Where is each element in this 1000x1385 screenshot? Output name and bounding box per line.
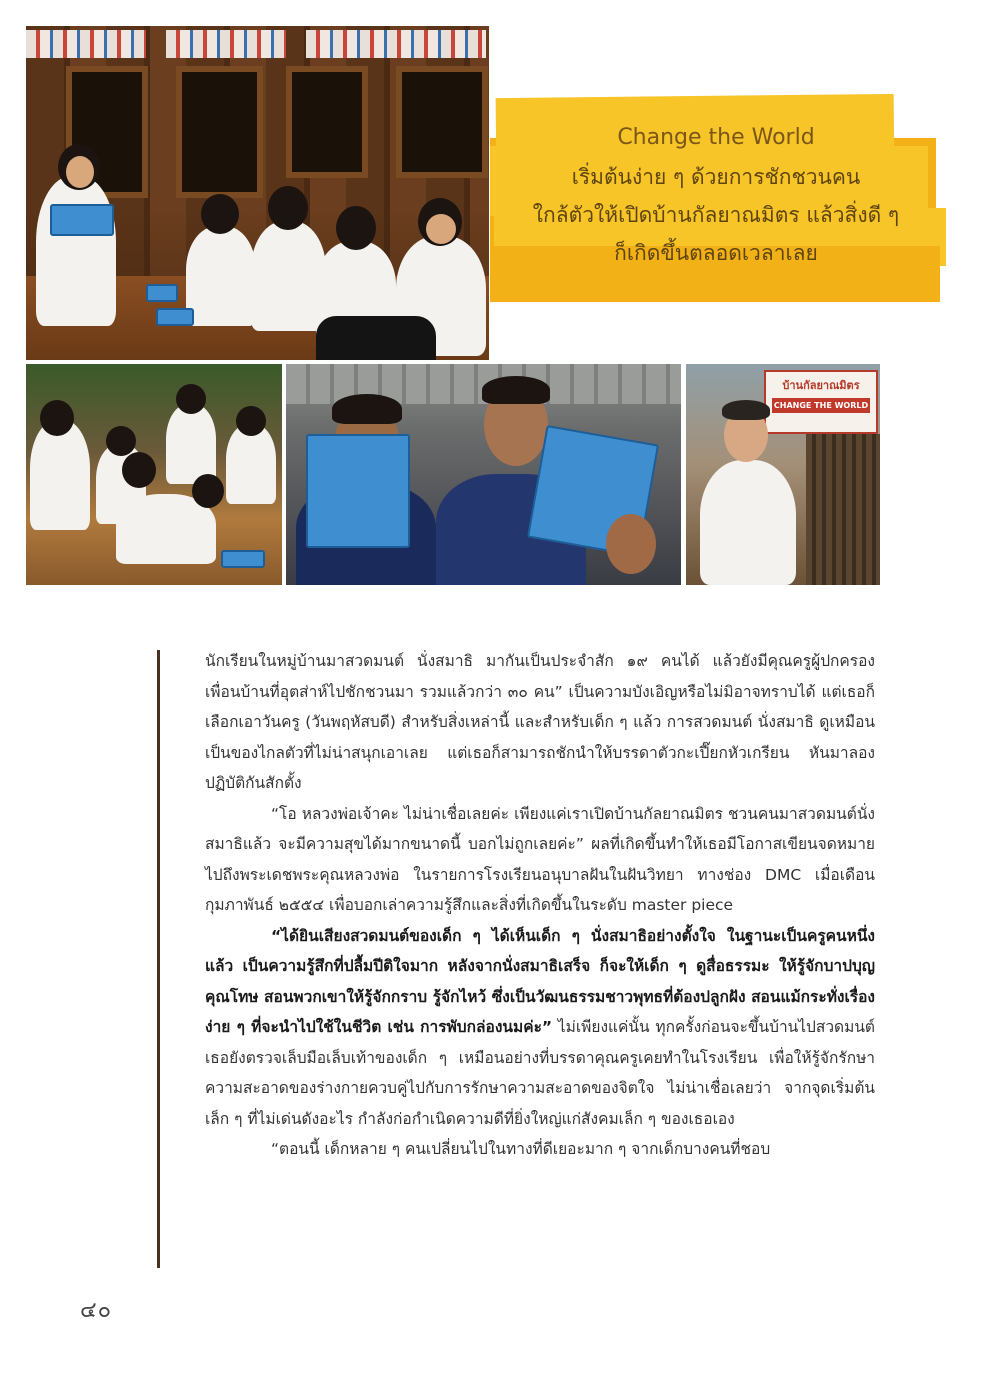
prayer-book <box>146 284 178 302</box>
child-figure <box>251 221 326 331</box>
teacher-face <box>66 156 94 188</box>
prayer-book <box>50 204 114 236</box>
boy-hair <box>332 394 402 424</box>
child-figure <box>226 424 276 504</box>
banner-line-1: เริ่มต้นง่าย ๆ ด้วยการชักชวนคน <box>571 165 861 189</box>
child-head <box>201 194 239 234</box>
paragraph-3-rest: ไม่เพียงแค่นั้น ทุกครั้งก่อนจะขึ้นบ้านไปสวดมนต์ เธอยังตรวจเล็บมือเล็บเท้าของเด็ก ๆ เหมือนอย่างที่บรรดาคุณครูเคยทำในโรงเรียน เพื่อให้รู้จักรักษาความสะอาดของร่างกายควบคู่ไปกับการรักษาความสะอาดของจิตใจ ไม่น่าเชื่อเลยว่า จากจุดเริ่มต้นเล็ก ๆ ที่ไม่เด่นดังอะไร กำลังก่อกำเนิดความดีที่ยิ่งใหญ่แก่สังคมเล็ก ๆ ของเธอเอง <box>205 1018 876 1128</box>
prayer-book <box>156 308 194 326</box>
child-head <box>336 206 376 250</box>
quote-bold: “ได้ยินเสียงสวดมนต์ของเด็ก ๆ ได้เห็นเด็ก ๆ นั่งสมาธิอย่างตั้งใจ ในฐานะเป็นครูคนหนึ่งแล้ว เป็นความรู้สึกที่ปลื้มปีติใจมาก หลังจากนั่งสมาธิเสร็จ ก็จะให้เด็ก ๆ ดูสื่อธรรมะ ให้รู้จักบาปบุญคุณโทษ สอนพวกเขาให้รู้จักกราบ รู้จักไหว้ ซึ่งเป็นวัฒนธรรมชาวพุทธที่ต้องปลูกฝัง สอนแม้กระทั่งเรื่องง่าย ๆ ที่จะนำไปใช้ในชีวิต เช่น การพับกล่องนมค่ะ” <box>205 926 875 1036</box>
banner-line-3: ก็เกิดขึ้นตลอดเวลาเลย <box>614 241 818 265</box>
woman-figure <box>700 460 796 585</box>
curtain <box>26 30 146 58</box>
child-head <box>268 186 308 230</box>
curtain <box>166 30 286 58</box>
dark-pants <box>316 316 436 360</box>
child-face <box>606 514 656 574</box>
paragraph-1: นักเรียนในหมู่บ้านมาสวดมนต์ นั่งสมาธิ มากันเป็นประจำสัก ๑๙ คนได้ แล้วยังมีคุณครูผู้ปกครอง เพื่อนบ้านที่อุตส่าห์ไปชักชวนมา รวมแล้วกว่า ๓๐ คน” เป็นความบังเอิญหรือไม่มิอาจทราบได้ แต่เธอก็เลือกเอาวันครู (วันพฤหัสบดี) สำหรับสิ่งเหล่านี้ และสำหรับเด็ก ๆ แล้ว การสวดมนต์ นั่งสมาธิ ดูเหมือนเป็นของไกลตัวที่ไม่น่าสนุกเอาเลย แต่เธอก็สามารถชักนำให้บรรดาตัวกะเปี๊ยกหัวเกรียน หันมาลองปฏิบัติกันสักตั้ง <box>205 652 875 792</box>
head <box>122 452 156 488</box>
quote-banner <box>490 96 942 302</box>
head <box>176 384 206 414</box>
curtain <box>306 30 486 58</box>
boy-hair <box>482 376 550 404</box>
photo-woman-with-sign <box>686 364 880 585</box>
photo-boys-reading <box>286 364 681 585</box>
photo-children-meditating <box>26 364 282 585</box>
sign-english-text: CHANGE THE WORLD <box>772 398 870 413</box>
head <box>106 426 136 456</box>
wooden-fence <box>806 434 880 585</box>
head <box>192 474 224 508</box>
head <box>40 400 74 436</box>
photo-main-prayer-class <box>26 26 489 360</box>
head <box>236 406 266 436</box>
margin-rule <box>157 650 160 1268</box>
paragraph-3 <box>205 921 875 1135</box>
woman-hair <box>722 400 770 420</box>
banner-line-2: ใกล้ตัวให้เปิดบ้านกัลยาณมิตร แล้วสิ่งดี ๆ <box>532 203 900 227</box>
window <box>286 66 368 178</box>
paragraph-2: “โอ หลวงพ่อเจ้าคะ ไม่น่าเชื่อเลยค่ะ เพียงแค่เราเปิดบ้านกัลยาณมิตร ชวนคนมาสวดมนต์นั่งสมาธิแล้ว จะมีความสุขได้มากขนาดนี้ บอกไม่ถูกเลยค่ะ” ผลที่เกิดขึ้นทำให้เธอมีโอกาสเขียนจดหมายไปถึงพระเดชพระคุณหลวงพ่อ ในรายการโรงเรียนอนุบาลฝันในฝันวิทยา ทางช่อง DMC เมื่อเดือนกุมภาพันธ์ ๒๕๕๔ เพื่อบอกเล่าความรู้สึกและสิ่งที่เกิดขึ้นในระดับ master piece <box>205 804 875 914</box>
sign-thai-text: บ้านกัลยาณมิตร <box>782 379 860 392</box>
teacher-figure <box>36 176 116 326</box>
paragraph-4: “ตอนนี้ เด็กหลาย ๆ คนเปลี่ยนไปในทางที่ดีเยอะมาก ๆ จากเด็กบางคนที่ชอบ <box>271 1140 771 1158</box>
banner-text <box>490 118 942 272</box>
window <box>176 66 263 198</box>
page-number: ๔๐ <box>80 1298 113 1323</box>
child-figure <box>166 404 216 484</box>
banner-title: Change the World <box>617 125 815 150</box>
article-body <box>205 646 875 1165</box>
adult-figure <box>30 420 90 530</box>
change-the-world-sign <box>764 370 878 434</box>
child-figure <box>186 226 256 326</box>
window <box>396 66 488 178</box>
child-face <box>426 214 456 244</box>
prayer-book <box>221 550 265 568</box>
prayer-book <box>306 434 410 548</box>
